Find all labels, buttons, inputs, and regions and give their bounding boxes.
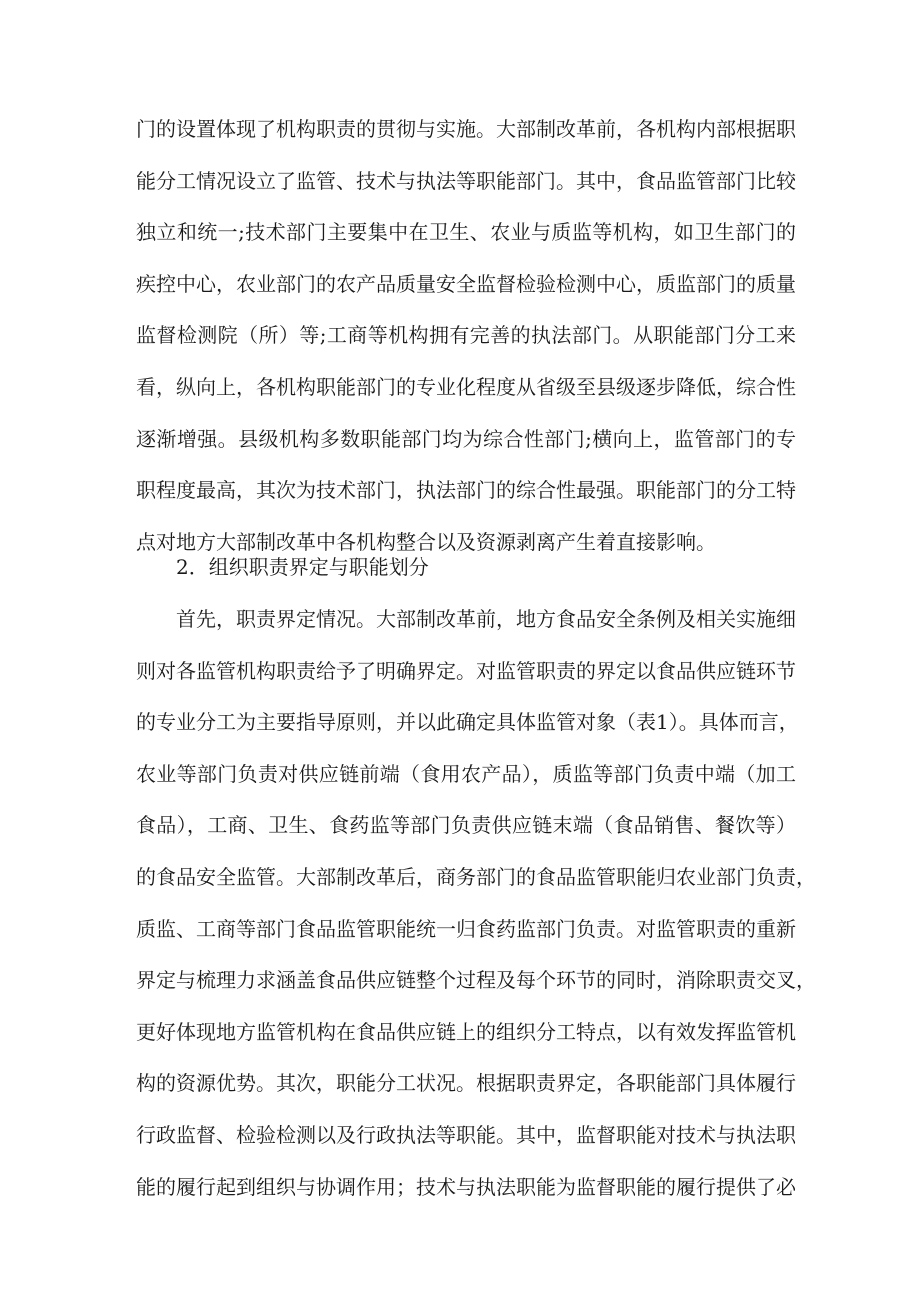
section-heading-text: 2．组织职责界定与职能划分 <box>176 555 429 579</box>
paragraph-line: 的食品安全监管。大部制改革后，商务部门的食品监管职能归农业部门负责， <box>136 864 816 889</box>
paragraph-line: 首先，职责界定情况。大部制改革前，地方食品安全条例及相关实施细 <box>136 607 796 631</box>
paragraph-line: 点对地方大部制改革中各机构整合以及资源剥离产生着直接影响。 <box>136 529 716 554</box>
paragraph-line: 疾控中心，农业部门的农产品质量安全监督检验检测中心，质监部门的质量 <box>136 271 796 296</box>
paragraph-line: 能的履行起到组织与协调作用；技术与执法职能为监督职能的履行提供了必 <box>136 1174 796 1199</box>
paragraph-line: 行政监督、检验检测以及行政执法等职能。其中，监督职能对技术与执法职 <box>136 1122 796 1147</box>
paragraph-line: 更好体现地方监管机构在食品供应链上的组织分工特点，以有效发挥监管机 <box>136 1019 796 1044</box>
section-heading <box>136 542 796 594</box>
paragraph-line: 则对各监管机构职责给予了明确界定。对监管职责的界定以食品供应链环节 <box>136 658 796 683</box>
paragraph-line: 逐渐增强。县级机构多数职能部门均为综合性部门;横向上，监管部门的专 <box>136 426 796 451</box>
paragraph-line: 能分工情况设立了监管、技术与执法等职能部门。其中，食品监管部门比较 <box>136 168 796 193</box>
paragraph-line: 职程度最高，其次为技术部门，执法部门的综合性最强。职能部门的分工特 <box>136 478 796 503</box>
paragraph-line: 界定与梳理力求涵盖食品供应链整个过程及每个环节的同时，消除职责交叉， <box>136 968 816 993</box>
paragraph-line: 质监、工商等部门食品监管职能统一归食药监部门负责。对监管职责的重新 <box>136 916 796 941</box>
paragraph-line: 构的资源优势。其次，职能分工状况。根据职责界定，各职能部门具体履行 <box>136 1071 796 1096</box>
paragraph-line: 独立和统一;技术部门主要集中在卫生、农业与质监等机构，如卫生部门的 <box>136 220 796 245</box>
paragraph-2 <box>136 594 816 1213</box>
paragraph-line: 看，纵向上，各机构职能部门的专业化程度从省级至县级逐步降低，综合性 <box>136 374 796 399</box>
paragraph-line: 食品），工商、卫生、食药监等部门负责供应链末端（食品销售、餐饮等） <box>136 813 796 838</box>
paragraph-line: 农业等部门负责对供应链前端（食用农产品），质监等部门负责中端（加工 <box>136 761 796 786</box>
paragraph-line: 监督检测院（所）等;工商等机构拥有完善的执法部门。从职能部门分工来 <box>136 323 796 348</box>
paragraph-line: 门的设置体现了机构职责的贯彻与实施。大部制改革前，各机构内部根据职 <box>136 117 796 141</box>
paragraph-line: 的专业分工为主要指导原则，并以此确定具体监管对象（表1）。具体而言， <box>136 710 799 735</box>
paragraph-1 <box>136 104 796 568</box>
